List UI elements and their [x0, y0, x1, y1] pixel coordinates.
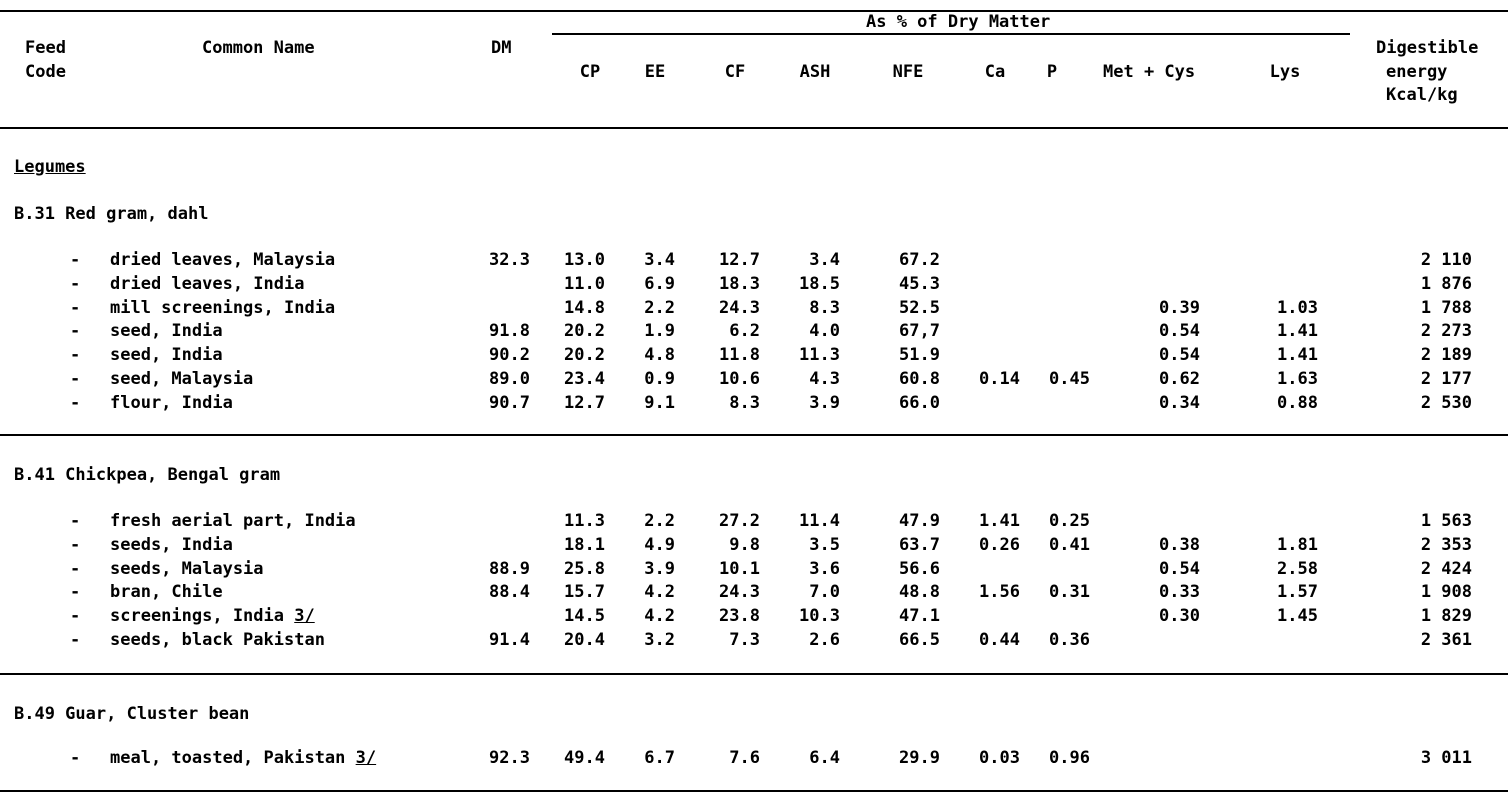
cell-cf: 10.1: [719, 558, 760, 579]
header-col-ee: EE: [644, 62, 666, 82]
cell-de: 2 189: [1420, 345, 1472, 366]
cell-cf: 11.8: [719, 345, 760, 366]
cell-dm: 92.3: [489, 748, 530, 768]
cell-dash: -: [70, 250, 81, 270]
cell-ee: 3.4: [644, 250, 675, 270]
cell-ca: 0.44: [979, 630, 1020, 650]
cell-dash: -: [70, 345, 81, 366]
cell-cp: 20.4: [564, 630, 605, 650]
cell-cf: 7.3: [729, 630, 760, 650]
cell-nfe: 45.3: [899, 273, 940, 294]
cell-de: 2 273: [1420, 321, 1472, 342]
cell-lys: 1.57: [1277, 582, 1318, 603]
cell-ash: 11.4: [799, 511, 840, 531]
cell-cf: 24.3: [719, 582, 760, 603]
cell-nfe: 47.9: [899, 511, 940, 531]
cell-p: 0.41: [1049, 534, 1090, 555]
cell-met: 0.30: [1159, 606, 1200, 627]
cell-de: 2 177: [1420, 369, 1472, 389]
cell-de: 3 011: [1420, 748, 1472, 768]
cell-ash: 3.4: [809, 250, 840, 270]
cell-de: 1 829: [1420, 606, 1472, 627]
header-col-lys: Lys: [1269, 62, 1301, 82]
cell-lys: 1.63: [1277, 369, 1318, 389]
cell-name: mill screenings, India: [110, 297, 336, 318]
section-title: B.31 Red gram, dahl: [14, 204, 209, 224]
cell-met: 0.54: [1159, 321, 1200, 342]
cell-ee: 0.9: [644, 369, 675, 389]
cell-de: 1 876: [1420, 273, 1472, 294]
cell-name: seed, Malaysia: [110, 369, 254, 389]
cell-lys: 1.41: [1277, 321, 1318, 342]
cell-name: seeds, black Pakistan: [110, 630, 325, 650]
cell-de: 1 788: [1420, 297, 1472, 318]
section-rule: [0, 673, 1508, 675]
cell-cp: 25.8: [564, 558, 605, 579]
cell-nfe: 52.5: [899, 297, 940, 318]
cell-cf: 9.8: [729, 534, 760, 555]
cell-ca: 1.41: [979, 511, 1020, 531]
cell-cp: 11.3: [564, 511, 605, 531]
section-rule: [0, 434, 1508, 436]
header-col-nfe: NFE: [892, 62, 924, 82]
cell-dash: -: [70, 630, 81, 650]
header-group-title: As % of Dry Matter: [866, 12, 1051, 32]
cell-ca: 0.14: [979, 369, 1020, 389]
header-bottom-rule: [0, 127, 1508, 129]
cell-ash: 2.6: [809, 630, 840, 650]
cell-ash: 6.4: [809, 748, 840, 768]
cell-dash: -: [70, 392, 81, 413]
cell-nfe: 66.0: [899, 392, 940, 413]
cell-name: screenings, India 3/: [110, 606, 315, 627]
cell-ee: 3.2: [644, 630, 675, 650]
cell-ash: 11.3: [799, 345, 840, 366]
cell-de: 1 563: [1420, 511, 1472, 531]
section-title: B.41 Chickpea, Bengal gram: [14, 465, 281, 485]
cell-p: 0.25: [1049, 511, 1090, 531]
cell-ee: 4.2: [644, 606, 675, 627]
cell-lys: 0.88: [1277, 392, 1318, 413]
header-col-ash: ASH: [799, 62, 831, 82]
category-label: Legumes: [14, 157, 86, 177]
cell-ee: 6.7: [644, 748, 675, 768]
cell-cp: 20.2: [564, 321, 605, 342]
cell-lys: 1.03: [1277, 297, 1318, 318]
cell-dm: 91.4: [489, 630, 530, 650]
cell-nfe: 56.6: [899, 558, 940, 579]
cell-ca: 1.56: [979, 582, 1020, 603]
cell-name: seed, India: [110, 321, 223, 342]
cell-cf: 7.6: [729, 748, 760, 768]
cell-name: dried leaves, Malaysia: [110, 250, 336, 270]
cell-lys: 1.41: [1277, 345, 1318, 366]
header-de-3: Kcal/kg: [1386, 85, 1458, 105]
cell-cf: 24.3: [719, 297, 760, 318]
cell-dm: 88.9: [489, 558, 530, 579]
cell-cf: 27.2: [719, 511, 760, 531]
cell-p: 0.36: [1049, 630, 1090, 650]
header-de-2: energy: [1386, 62, 1448, 82]
cell-met: 0.54: [1159, 558, 1200, 579]
cell-dash: -: [70, 606, 81, 627]
cell-cp: 14.5: [564, 606, 605, 627]
cell-cf: 6.2: [729, 321, 760, 342]
cell-dash: -: [70, 748, 81, 768]
cell-dash: -: [70, 273, 81, 294]
cell-de: 2 353: [1420, 534, 1472, 555]
cell-name: seeds, Malaysia: [110, 558, 264, 579]
cell-dash: -: [70, 297, 81, 318]
cell-nfe: 63.7: [899, 534, 940, 555]
cell-met: 0.34: [1159, 392, 1200, 413]
cell-met: 0.62: [1159, 369, 1200, 389]
cell-ca: 0.26: [979, 534, 1020, 555]
cell-ee: 2.2: [644, 511, 675, 531]
cell-ash: 4.3: [809, 369, 840, 389]
cell-cf: 8.3: [729, 392, 760, 413]
cell-name: bran, Chile: [110, 582, 223, 603]
cell-ca: 0.03: [979, 748, 1020, 768]
cell-cp: 18.1: [564, 534, 605, 555]
cell-de: 2 424: [1420, 558, 1472, 579]
cell-cp: 23.4: [564, 369, 605, 389]
cell-met: 0.54: [1159, 345, 1200, 366]
cell-de: 1 908: [1420, 582, 1472, 603]
cell-p: 0.31: [1049, 582, 1090, 603]
cell-dash: -: [70, 511, 81, 531]
cell-ee: 6.9: [644, 273, 675, 294]
header-feed-code-1: Feed: [25, 38, 66, 58]
cell-ash: 18.5: [799, 273, 840, 294]
cell-dash: -: [70, 321, 81, 342]
bottom-rule: [0, 790, 1508, 792]
cell-cp: 14.8: [564, 297, 605, 318]
cell-cp: 49.4: [564, 748, 605, 768]
cell-name: fresh aerial part, India: [110, 511, 356, 531]
cell-ash: 3.6: [809, 558, 840, 579]
cell-dash: -: [70, 582, 81, 603]
header-col-p: P: [1046, 62, 1058, 82]
cell-met: 0.33: [1159, 582, 1200, 603]
header-col-met: Met + Cys: [1103, 62, 1196, 82]
cell-cf: 18.3: [719, 273, 760, 294]
cell-dash: -: [70, 558, 81, 579]
cell-ee: 9.1: [644, 392, 675, 413]
cell-nfe: 48.8: [899, 582, 940, 603]
cell-name: meal, toasted, Pakistan 3/: [110, 748, 377, 768]
cell-dm: 90.2: [489, 345, 530, 366]
cell-cp: 15.7: [564, 582, 605, 603]
header-dm: DM: [491, 38, 512, 58]
cell-de: 2 361: [1420, 630, 1472, 650]
cell-dm: 89.0: [489, 369, 530, 389]
cell-name: seed, India: [110, 345, 223, 366]
cell-dash: -: [70, 534, 81, 555]
cell-nfe: 47.1: [899, 606, 940, 627]
cell-lys: 2.58: [1277, 558, 1318, 579]
cell-dm: 90.7: [489, 392, 530, 413]
cell-ash: 8.3: [809, 297, 840, 318]
cell-lys: 1.45: [1277, 606, 1318, 627]
cell-ash: 4.0: [809, 321, 840, 342]
header-col-ca: Ca: [984, 62, 1006, 82]
cell-p: 0.96: [1049, 748, 1090, 768]
header-common-name: Common Name: [202, 38, 315, 58]
section-title: B.49 Guar, Cluster bean: [14, 704, 250, 724]
cell-cp: 12.7: [564, 392, 605, 413]
cell-de: 2 110: [1420, 250, 1472, 270]
cell-ash: 7.0: [809, 582, 840, 603]
cell-dm: 32.3: [489, 250, 530, 270]
cell-ash: 3.9: [809, 392, 840, 413]
cell-nfe: 60.8: [899, 369, 940, 389]
header-col-cp: CP: [579, 62, 601, 82]
header-feed-code-2: Code: [25, 62, 66, 82]
cell-met: 0.38: [1159, 534, 1200, 555]
cell-cp: 13.0: [564, 250, 605, 270]
cell-met: 0.39: [1159, 297, 1200, 318]
header-group-rule: [552, 33, 1350, 35]
cell-ee: 1.9: [644, 321, 675, 342]
cell-name: seeds, India: [110, 534, 233, 555]
cell-ee: 2.2: [644, 297, 675, 318]
cell-p: 0.45: [1049, 369, 1090, 389]
cell-ee: 4.9: [644, 534, 675, 555]
cell-nfe: 67.2: [899, 250, 940, 270]
cell-de: 2 530: [1420, 392, 1472, 413]
cell-cf: 12.7: [719, 250, 760, 270]
header-col-cf: CF: [724, 62, 746, 82]
cell-nfe: 66.5: [899, 630, 940, 650]
cell-ee: 4.8: [644, 345, 675, 366]
header-de-1: Digestible: [1376, 38, 1479, 58]
cell-ee: 4.2: [644, 582, 675, 603]
cell-cf: 10.6: [719, 369, 760, 389]
cell-nfe: 29.9: [899, 748, 940, 768]
cell-dm: 88.4: [489, 582, 530, 603]
cell-nfe: 51.9: [899, 345, 940, 366]
cell-name: dried leaves, India: [110, 273, 305, 294]
cell-cp: 11.0: [564, 273, 605, 294]
cell-ee: 3.9: [644, 558, 675, 579]
cell-name: flour, India: [110, 392, 233, 413]
cell-ash: 10.3: [799, 606, 840, 627]
cell-dm: 91.8: [489, 321, 530, 342]
cell-nfe: 67,7: [899, 321, 940, 342]
cell-cf: 23.8: [719, 606, 760, 627]
cell-dash: -: [70, 369, 81, 389]
top-rule: [0, 10, 1508, 12]
cell-lys: 1.81: [1277, 534, 1318, 555]
cell-ash: 3.5: [809, 534, 840, 555]
cell-cp: 20.2: [564, 345, 605, 366]
